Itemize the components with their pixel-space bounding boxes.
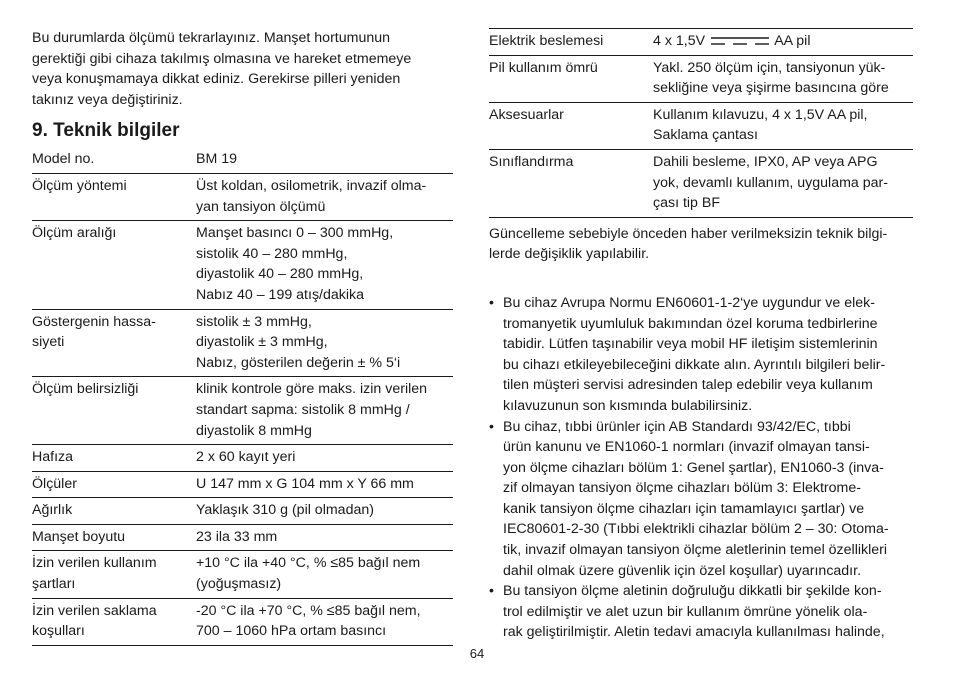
spec-value-line: 700 – 1060 hPa ortam basıncı (196, 623, 387, 640)
spec-label-line: Sınıflandırma (489, 153, 574, 170)
spec-row (32, 498, 453, 525)
spec-value-line: BM 19 (196, 151, 238, 168)
spec-row (32, 221, 453, 309)
spec-label-line: siyeti (32, 334, 65, 351)
spec-label-line: Ölçüler (32, 475, 77, 492)
intro-line: Bu durumlarda ölçümü tekrarlayınız. Manşet hortumunun (32, 30, 391, 46)
note-line: lerde değişiklik yapılabilir. (489, 246, 650, 263)
spec-value-line: Nabız 40 – 199 atış/dakika (196, 286, 364, 303)
spec-label-line: Hafıza (32, 449, 74, 466)
spec-table-left (32, 147, 453, 645)
bullet-line: tik, invazif olmayan tansiyon ölçme aletlerinin temel özellikleri (503, 542, 888, 559)
spec-value-line: (yoğuşmasız) (196, 576, 282, 593)
spec-value (653, 29, 913, 56)
bullet-line: zif olmayan tansiyon ölçme cihazları bölüm 3: Elektrome- (503, 480, 861, 497)
spec-label-line: İzin verilen kullanım (32, 555, 157, 572)
spec-value (653, 149, 913, 217)
spec-value-line: Manşet basıncı 0 – 300 mmHg, (196, 225, 394, 242)
spec-label (32, 598, 196, 645)
intro-line: gerektiği gibi cihaza takılmış olmasına ve hareket etmemeye (32, 50, 412, 67)
spec-value (653, 55, 913, 102)
spec-label-line: Ağırlık (32, 502, 73, 519)
spec-value-line: 23 ila 33 mm (196, 528, 278, 545)
bullet-item (489, 581, 913, 643)
spec-row (489, 102, 913, 149)
spec-row (32, 173, 453, 220)
bullet-line: tabidir. Lütfen taşınabilir veya mobil HF iletişim sistemlerinin (503, 336, 878, 353)
spec-value-line: sekliğine veya şişirme basıncına göre (653, 80, 889, 97)
spec-value-line: Dahili besleme, IPX0, AP veya APG (653, 153, 878, 170)
spec-value-line: 2 x 60 kayıt yeri (196, 449, 296, 466)
section-title: 9. Teknik bilgiler (32, 120, 180, 142)
bullet-list (489, 293, 913, 643)
spec-table-right (489, 28, 913, 218)
spec-label-line: Aksesuarlar (489, 106, 564, 123)
spec-value (653, 102, 913, 149)
spec-row (32, 147, 453, 173)
spec-value-line: -20 °C ila +70 °C, % ≤85 bağıl nem, (196, 602, 421, 619)
spec-value (196, 221, 453, 309)
spec-row (32, 445, 453, 472)
direct-current-icon (711, 35, 769, 47)
bullet-line: dahil olmak üzere güvenlik için özel koşullar) uyarıncadır. (503, 562, 862, 579)
spec-label-line: Manşet boyutu (32, 528, 126, 545)
spec-value-line: standart sapma: sistolik 8 mmHg / (196, 401, 410, 418)
spec-value-line: sistolik 40 – 280 mmHg, (196, 245, 348, 262)
power-voltage: 4 x 1,5V (653, 33, 706, 49)
spec-label-line: Ölçüm yöntemi (32, 177, 127, 194)
left-column (32, 28, 453, 646)
spec-value (196, 377, 453, 445)
spec-label-line: Ölçüm aralığı (32, 225, 117, 242)
spec-value (196, 471, 453, 498)
bullet-line: tilen müşteri servisi adresinden talep edebilir veya kullanım (503, 377, 873, 394)
spec-value-line: Nabız, gösterilen değerin ± % 5‘i (196, 354, 401, 371)
bullet-line: yon ölçme cihazları bölüm 1: Genel şartlar), EN1060-3 (inva- (503, 459, 884, 476)
spec-row (32, 598, 453, 645)
spec-label (489, 149, 653, 217)
spec-row (32, 524, 453, 551)
bullet-line: rak geliştirilmiştir. Aletin tedavi amacıyla kullanılması halinde, (503, 624, 885, 641)
intro-line: veya konuşmamaya dikkat ediniz. Gerekirse pilleri yeniden (32, 71, 401, 88)
spec-label (32, 309, 196, 377)
spec-value-line: Kullanım kılavuzu, 4 x 1,5V AA pil, (653, 106, 868, 123)
bullet-line: • Bu cihaz Avrupa Normu EN60601-1-2‘ye uygundur ve elek- (503, 294, 875, 311)
spec-label-line: Model no. (32, 151, 95, 168)
spec-label (32, 471, 196, 498)
spec-label (489, 102, 653, 149)
spec-value-line: Yakl. 250 ölçüm için, tansiyonun yük- (653, 59, 886, 76)
spec-row (32, 471, 453, 498)
intro-paragraph (32, 28, 453, 110)
spec-label (32, 445, 196, 472)
spec-label (32, 173, 196, 220)
bullet-line: IEC80601-2-30 (Tıbbi elektrikli cihazlar bölüm 2 – 30: Otoma- (503, 521, 889, 538)
spec-value-line: yok, devamlı kullanım, uygulama par- (653, 174, 888, 191)
bullet-line: kanik tansiyon ölçme cihazları için tamamlayıcı şartlar) ve (503, 500, 865, 517)
spec-row (489, 55, 913, 102)
spec-value (196, 173, 453, 220)
spec-row (32, 377, 453, 445)
spec-value-line: diyastolik ± 3 mmHg, (196, 334, 328, 351)
bullet-line: bu cihazı etkileyebileceğini dikkate alın. Ayrıntılı bilgileri belir- (503, 356, 886, 373)
spec-label (32, 377, 196, 445)
spec-label (489, 55, 653, 102)
spec-value-line: sistolik ± 3 mmHg, (196, 313, 312, 330)
spec-label (32, 524, 196, 551)
spec-value-line: U 147 mm x G 104 mm x Y 66 mm (196, 475, 414, 492)
change-notice (489, 224, 913, 265)
bullet-item (489, 293, 913, 417)
bullet-line: kılavuzunun son kısmında bulabilirsiniz. (503, 397, 753, 414)
bullet-line: • Bu tansiyon ölçme aletinin doğruluğu dikkatli bir şekilde kon- (503, 583, 882, 600)
spec-row (489, 149, 913, 217)
spec-row (32, 309, 453, 377)
bullet-line: trol edilmiştir ve alet uzun bir kullanım ömrüne yönelik ola- (503, 603, 868, 620)
spec-value-line: çası tip BF (653, 195, 721, 212)
spec-label: Elektrik beslemesi (489, 29, 653, 56)
spec-value-line: Saklama çantası (653, 127, 758, 144)
spec-value (196, 551, 453, 598)
bullet-item (489, 417, 913, 582)
spec-label (32, 147, 196, 173)
spec-label (32, 221, 196, 309)
note-line: Güncelleme sebebiyle önceden haber verilmeksizin teknik bilgi- (489, 225, 888, 242)
spec-value-line: klinik kontrole göre maks. izin verilen (196, 381, 428, 398)
spec-row-power (489, 29, 913, 56)
spec-value (196, 445, 453, 472)
spec-value (196, 598, 453, 645)
spec-label (32, 551, 196, 598)
spec-value (196, 309, 453, 377)
spec-label-line: Göstergenin hassa- (32, 313, 156, 330)
spec-label (32, 498, 196, 525)
spec-value-line: Üst koldan, osilometrik, invazif olma- (196, 177, 427, 194)
page-number: 64 (469, 646, 485, 661)
spec-label-line: Ölçüm belirsizliği (32, 381, 139, 398)
spec-label-line: koşulları (32, 623, 85, 640)
spec-value (196, 524, 453, 551)
bullet-line: tromanyetik uyumluluk bakımından özel koruma tedbirlerine (503, 315, 878, 332)
spec-value (196, 147, 453, 173)
power-battery-type: AA pil (774, 33, 811, 49)
bullet-line: ürün kanunu ve EN1060-1 normları (invazif olmayan tansi- (503, 439, 870, 456)
spec-value-line: +10 °C ila +40 °C, % ≤85 bağıl nem (196, 555, 421, 572)
spec-value-line: Yaklaşık 310 g (pil olmadan) (196, 502, 374, 519)
right-column (489, 28, 913, 643)
spec-label-line: şartları (32, 576, 76, 593)
spec-value (196, 498, 453, 525)
intro-line: takınız veya değiştiriniz. (32, 91, 183, 108)
bullet-line: • Bu cihaz, tıbbi ürünler için AB Standardı 93/42/EC, tıbbi (503, 418, 851, 435)
spec-row (32, 551, 453, 598)
spec-value-line: diyastolik 40 – 280 mmHg, (196, 266, 364, 283)
spec-value-line: yan tansiyon ölçümü (196, 198, 326, 215)
spec-label-line: Pil kullanım ömrü (489, 59, 598, 76)
spec-label-line: İzin verilen saklama (32, 602, 157, 619)
spec-value-line: diyastolik 8 mmHg (196, 422, 312, 439)
